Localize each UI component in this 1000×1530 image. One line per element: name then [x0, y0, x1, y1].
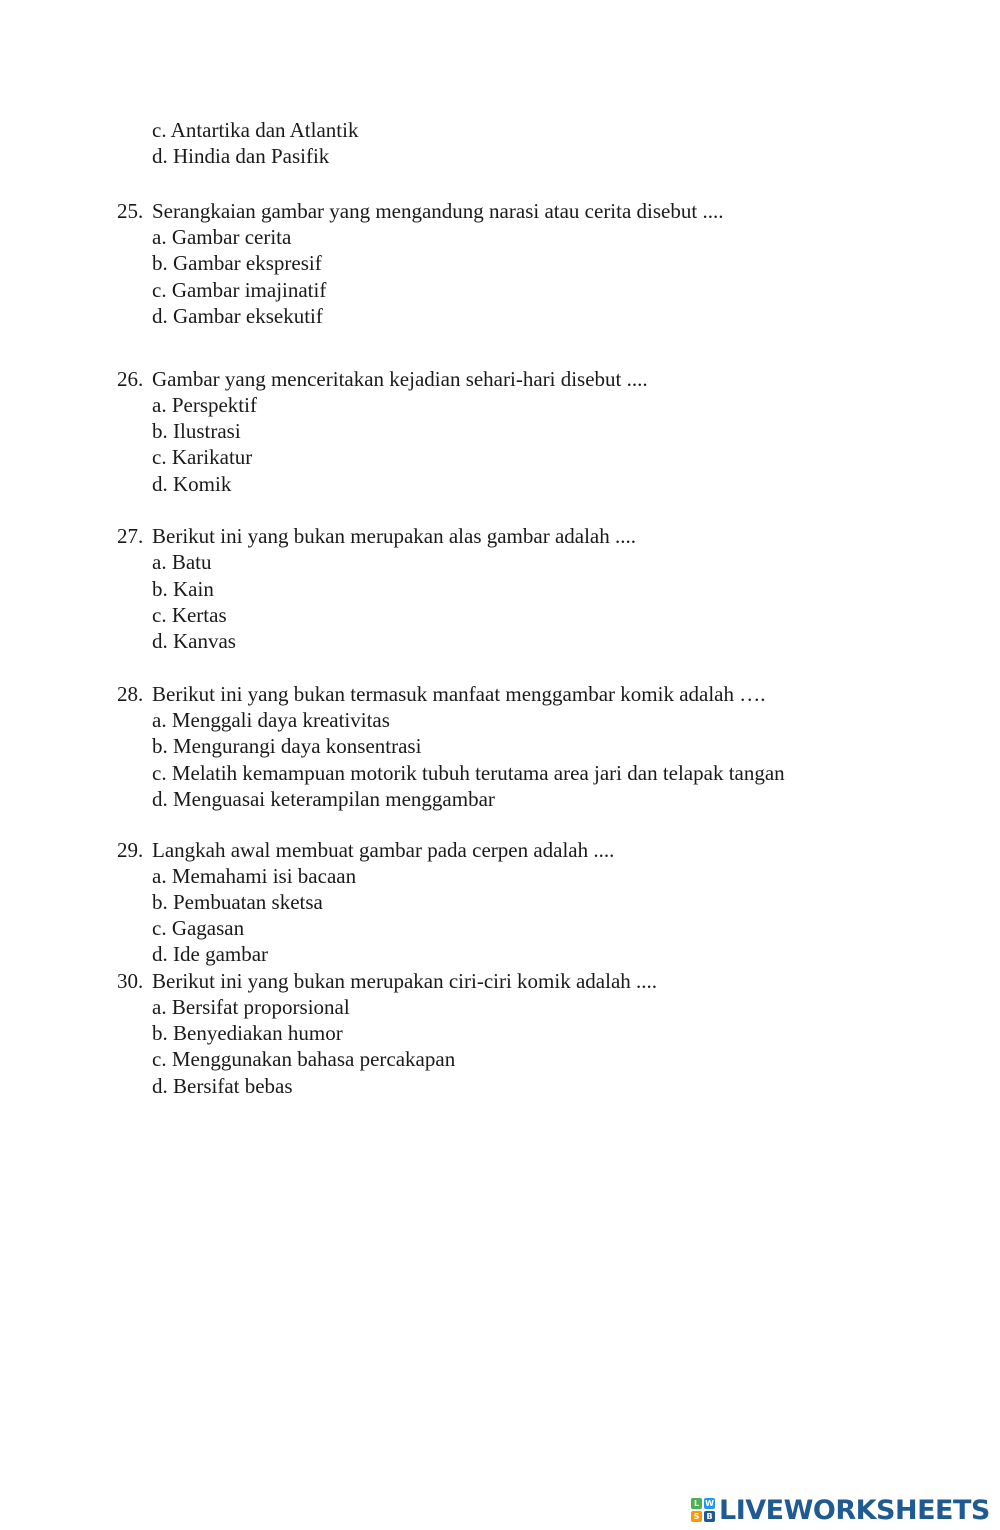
liveworksheets-logo	[691, 1490, 990, 1530]
logo-block-icon: S	[691, 1511, 702, 1522]
question-number: 25.	[117, 199, 144, 223]
option-d-q28: d. Menguasai keterampilan menggambar	[152, 787, 495, 811]
question-number: 27.	[117, 524, 144, 548]
question-text: Berikut ini yang bukan merupakan alas gambar adalah ....	[152, 524, 637, 548]
option-b-q27: b. Kain	[152, 577, 214, 601]
question-number: 30.	[117, 969, 144, 993]
option-c-q28: c. Melatih kemampuan motorik tubuh terutama area jari dan telapak tangan	[152, 761, 785, 785]
option-c-q26: c. Karikatur	[152, 445, 253, 469]
option-a-q27: a. Batu	[152, 550, 212, 574]
option-a-q30: a. Bersifat proporsional	[152, 995, 350, 1019]
question-26	[117, 366, 648, 392]
option-a-q29: a. Memahami isi bacaan	[152, 864, 357, 888]
logo-blocks-icon	[691, 1498, 715, 1522]
question-text: Berikut ini yang bukan termasuk manfaat menggambar komik adalah ….	[152, 682, 766, 706]
question-text: Langkah awal membuat gambar pada cerpen adalah ....	[152, 838, 615, 862]
option-c-q25: c. Gambar imajinatif	[152, 278, 327, 302]
logo-block-icon: L	[691, 1498, 702, 1509]
question-25	[117, 198, 723, 224]
question-28	[117, 681, 766, 707]
option-b-q26: b. Ilustrasi	[152, 419, 241, 443]
option-c-q29: c. Gagasan	[152, 916, 245, 940]
option-d-q26: d. Komik	[152, 472, 232, 496]
option-d-q24: d. Hindia dan Pasifik	[152, 144, 330, 168]
question-text: Berikut ini yang bukan merupakan ciri-ciri komik adalah ....	[152, 969, 658, 993]
question-29	[117, 837, 614, 863]
option-b-q29: b. Pembuatan sketsa	[152, 890, 323, 914]
option-c-q27: c. Kertas	[152, 603, 227, 627]
option-d-q25: d. Gambar eksekutif	[152, 304, 323, 328]
option-c-q30: c. Menggunakan bahasa percakapan	[152, 1047, 456, 1071]
option-c-q24: c. Antartika dan Atlantik	[152, 118, 359, 142]
question-text: Serangkaian gambar yang mengandung narasi atau cerita disebut ....	[152, 199, 724, 223]
option-d-q27: d. Kanvas	[152, 629, 236, 653]
option-a-q25: a. Gambar cerita	[152, 225, 292, 249]
question-text: Gambar yang menceritakan kejadian sehari-hari disebut ....	[152, 367, 648, 391]
question-number: 28.	[117, 682, 144, 706]
question-30	[117, 968, 657, 994]
option-b-q30: b. Benyediakan humor	[152, 1021, 343, 1045]
logo-block-icon: B	[704, 1511, 715, 1522]
option-b-q28: b. Mengurangi daya konsentrasi	[152, 734, 422, 758]
option-d-q30: d. Bersifat bebas	[152, 1074, 293, 1098]
question-number: 26.	[117, 367, 144, 391]
option-b-q25: b. Gambar ekspresif	[152, 251, 322, 275]
option-d-q29: d. Ide gambar	[152, 942, 269, 966]
question-number: 29.	[117, 838, 144, 862]
question-27	[117, 523, 636, 549]
logo-block-icon: W	[705, 1499, 714, 1508]
option-a-q26: a. Perspektif	[152, 393, 257, 417]
logo-text: LIVEWORKSHEETS	[719, 1494, 990, 1526]
option-a-q28: a. Menggali daya kreativitas	[152, 708, 390, 732]
